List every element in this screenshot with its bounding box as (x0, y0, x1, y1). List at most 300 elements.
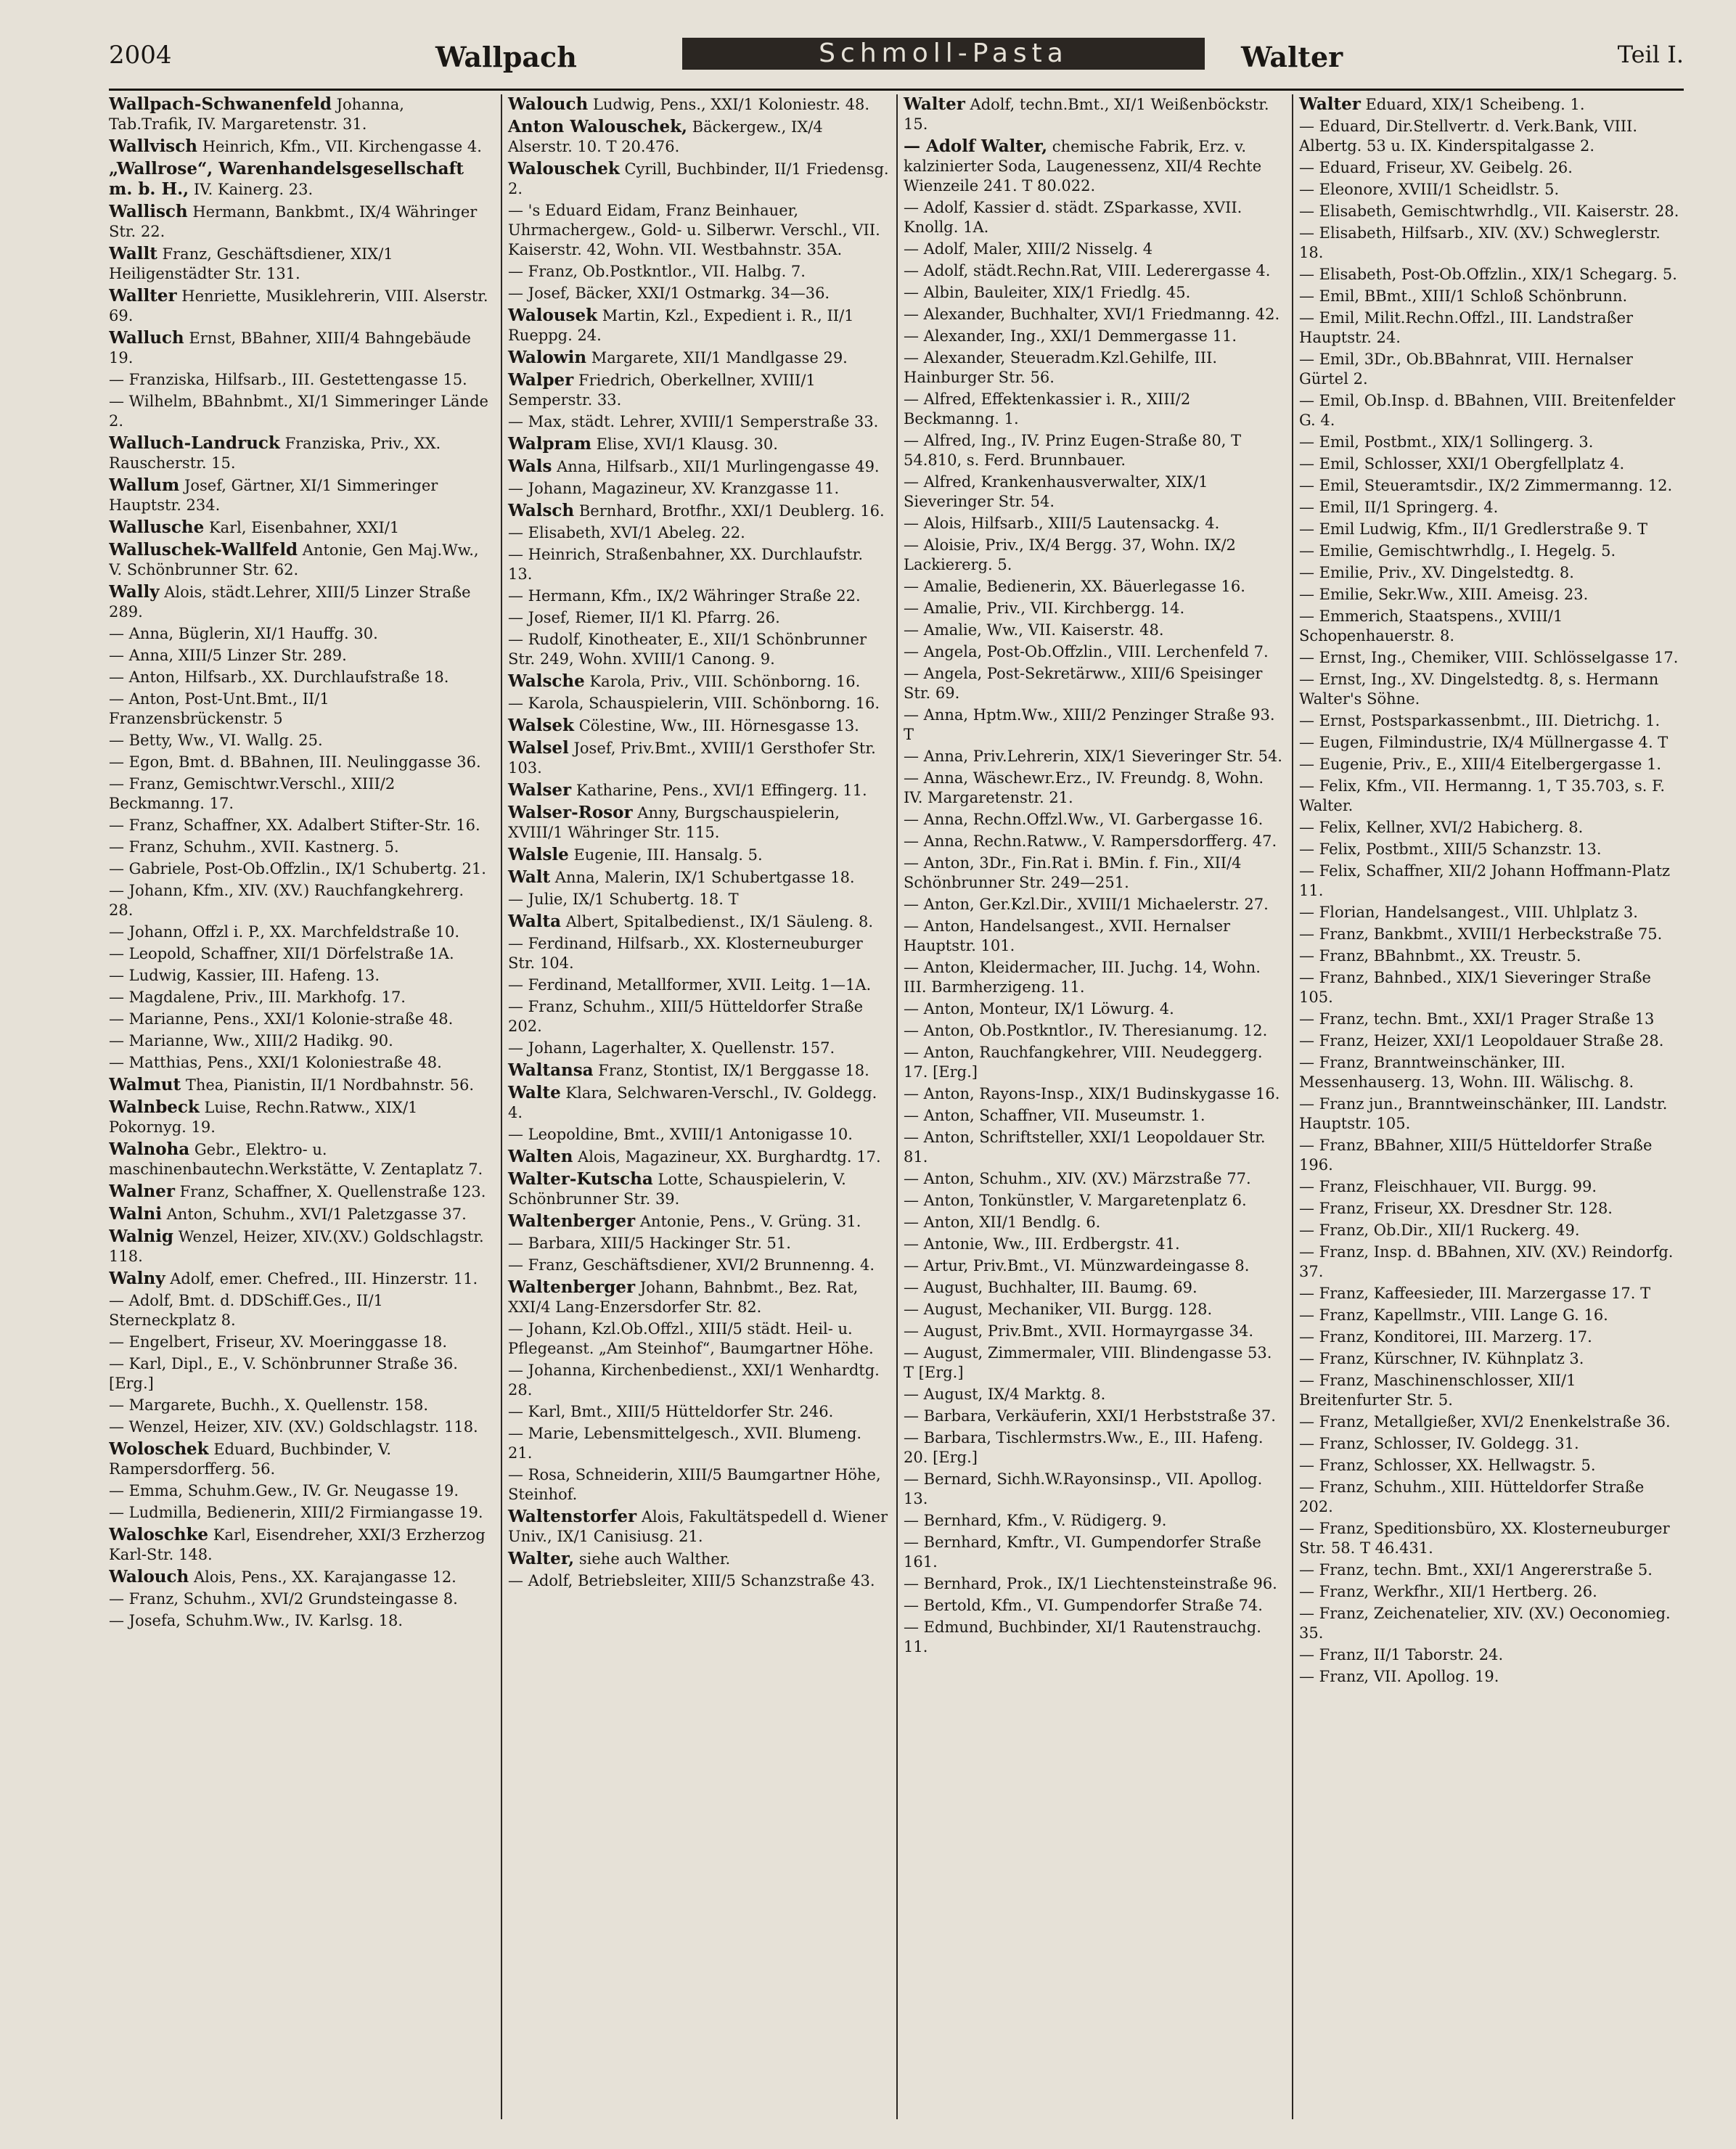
entry-details: — Emil, Milit.Rechn.Offzl., III. Landstraßer Hauptstr. 24. (1299, 309, 1634, 346)
directory-entry (1299, 1031, 1681, 1051)
entry-details: — Angela, Post-Sekretärww., XIII/6 Speisinger Str. 69. (904, 665, 1263, 702)
entry-details: — Matthias, Pens., XXI/1 Koloniestraße 48. (109, 1054, 442, 1071)
entry-details: Elise, XVI/1 Klausg. 30. (596, 435, 778, 453)
entry-details: — Amalie, Bedienerin, XX. Bäuerlegasse 16. (904, 578, 1245, 595)
entry-surname: Walluch (109, 328, 184, 348)
directory-entry (904, 1169, 1285, 1189)
entry-details: — Anton, Rauchfangkehrer, VIII. Neudeggerg. 17. [Erg.] (904, 1044, 1263, 1081)
directory-entry (904, 1533, 1285, 1572)
entry-details: — Marie, Lebensmittelgesch., XVII. Blumeng. 21. (508, 1425, 862, 1462)
directory-entry (1299, 1010, 1681, 1029)
entry-details: — Anton, Ger.Kzl.Dir., XVIII/1 Michaelerstr. 27. (904, 896, 1269, 913)
entry-details: — Elisabeth, XVI/1 Abeleg. 22. (508, 524, 745, 541)
directory-entry (109, 328, 491, 368)
directory-entry (109, 392, 491, 431)
directory-entry (508, 479, 890, 499)
directory-entry (904, 1106, 1285, 1126)
entry-surname: Walluch-Landruck (109, 433, 280, 453)
entry-surname: Wallisch (109, 202, 188, 221)
directory-entry (109, 1139, 491, 1179)
directory-entry (1299, 202, 1681, 221)
entry-details: — Anton, Monteur, IX/1 Löwurg. 4. (904, 1000, 1174, 1018)
entry-details: — Adolf, städt.Rechn.Rat, VIII. Lederergasse 4. (904, 262, 1271, 279)
entry-details: — Franziska, Hilfsarb., III. Gestettengasse 15. (109, 371, 467, 388)
directory-entry (508, 890, 890, 909)
directory-entry (1299, 1053, 1681, 1092)
entry-surname: Walter (1299, 94, 1361, 114)
entry-details: — Anna, Hptm.Ww., XIII/2 Penzinger Straße 93. T (904, 706, 1275, 743)
directory-entry (1299, 840, 1681, 859)
entry-details: Franziska, Priv., XX. Rauscherstr. 15. (109, 435, 441, 472)
directory-entry (508, 694, 890, 713)
entry-details: Eduard, Buchbinder, V. Rampersdorfferg. 56. (109, 1441, 392, 1478)
directory-entry (109, 1567, 491, 1587)
directory-entry (109, 922, 491, 942)
directory-entry (508, 348, 890, 368)
entry-surname: Walsek (508, 716, 574, 735)
directory-entry (1299, 1243, 1681, 1282)
directory-entry (109, 966, 491, 986)
directory-entry (508, 523, 890, 543)
entry-details: Wenzel, Heizer, XIV.(XV.) Goldschlagstr. 118. (109, 1228, 484, 1265)
entry-surname: Waltansa (508, 1060, 594, 1080)
directory-entry (508, 201, 890, 260)
header-keyword-left: Wallpach (435, 41, 577, 73)
directory-entry (109, 1097, 491, 1137)
directory-entry (1299, 476, 1681, 496)
directory-entry (904, 1084, 1285, 1104)
directory-entry (1299, 308, 1681, 348)
entry-details: — Wilhelm, BBahnbmt., XI/1 Simmeringer Lände 2. (109, 393, 488, 430)
directory-entry (109, 881, 491, 920)
entry-surname: Walouch (508, 94, 589, 114)
entry-details: — August, Priv.Bmt., XVII. Hormayrgasse 34. (904, 1322, 1254, 1340)
directory-entry (508, 159, 890, 199)
entry-details: — Magdalene, Priv., III. Markhofg. 17. (109, 988, 406, 1006)
entry-surname: Walta (508, 912, 561, 931)
entry-surname: Walsel (508, 738, 569, 758)
directory-entry (904, 577, 1285, 597)
entry-surname: Walowin (508, 348, 587, 367)
entry-details: — Anton, 3Dr., Fin.Rat i. BMin. f. Fin., XII/4 Schönbrunner Str. 249—251. (904, 854, 1242, 891)
entry-details: IV. Kainerg. 23. (193, 181, 314, 198)
directory-entry (1299, 585, 1681, 605)
entry-surname: Walluschek-Wallfeld (109, 540, 298, 560)
directory-entry (904, 1343, 1285, 1383)
entry-details: Albert, Spitalbedienst., IX/1 Säuleng. 8. (565, 913, 873, 930)
entry-details: — August, IX/4 Marktg. 8. (904, 1385, 1106, 1403)
entry-surname: Wallvisch (109, 136, 197, 156)
directory-entry (904, 240, 1285, 259)
entry-details: — Franz, Konditorei, III. Marzerg. 17. (1299, 1328, 1592, 1346)
directory-entry (904, 1618, 1285, 1657)
directory-entry (109, 838, 491, 857)
directory-entry (109, 1227, 491, 1266)
directory-entry (508, 284, 890, 303)
directory-entry (1299, 1371, 1681, 1410)
entry-details: — Margarete, Buchh., X. Quellenstr. 158. (109, 1396, 429, 1414)
directory-entry (1299, 648, 1681, 668)
entry-details: — Anna, XIII/5 Linzer Str. 289. (109, 647, 347, 664)
entry-surname: Wally (109, 582, 160, 602)
directory-entry (1299, 1094, 1681, 1134)
entry-details: — Felix, Kellner, XVI/2 Habicherg. 8. (1299, 819, 1584, 836)
directory-entry (508, 412, 890, 432)
entry-surname: Walouschek (508, 159, 620, 179)
entry-details: — Antonie, Ww., III. Erdbergstr. 41. (904, 1235, 1180, 1253)
directory-entry (904, 1256, 1285, 1276)
directory-entry (904, 1385, 1285, 1404)
directory-entry (1299, 498, 1681, 517)
directory-entry (904, 305, 1285, 324)
directory-entry (508, 1549, 890, 1569)
entry-details: — Alfred, Effektenkassier i. R., XIII/2 Beckmanng. 1. (904, 390, 1191, 427)
directory-entry (904, 1428, 1285, 1468)
entry-details: — Ferdinand, Hilfsarb., XX. Klosterneuburger Str. 104. (508, 935, 863, 972)
entry-details: Eduard, XIX/1 Scheibeng. 1. (1365, 96, 1585, 113)
directory-entry (109, 159, 491, 200)
entry-details: — Anna, Rechn.Offzl.Ww., VI. Garbergasse 16. (904, 811, 1264, 828)
entry-details: — Elisabeth, Post-Ob.Offzlin., XIX/1 Schegarg. 5. (1299, 266, 1677, 283)
entry-details: — Julie, IX/1 Schubertg. 18. T (508, 891, 739, 908)
directory-entry (904, 832, 1285, 851)
entry-surname: Walsche (508, 671, 585, 691)
entry-details: — Anna, Priv.Lehrerin, XIX/1 Sieveringer Str. 54. (904, 748, 1282, 765)
entry-details: — Emil, II/1 Springerg. 4. (1299, 499, 1499, 516)
entry-details: Cölestine, Ww., III. Hörnesgasse 13. (578, 717, 859, 734)
entry-details: — Barbara, XIII/5 Hackinger Str. 51. (508, 1235, 791, 1252)
entry-details: — Franz, Werkfhr., XII/1 Hertberg. 26. (1299, 1583, 1597, 1600)
entry-details: Hermann, Bankbmt., IX/4 Währinger Str. 22. (109, 203, 478, 240)
entry-details: Josef, Gärtner, XI/1 Simmeringer Hauptstr. 234. (109, 477, 438, 514)
directory-entry (508, 457, 890, 477)
entry-details: — Franz, Schlosser, IV. Goldegg. 31. (1299, 1435, 1579, 1452)
entry-details: Martin, Kzl., Expedient i. R., II/1 Rueppg. 24. (508, 307, 854, 344)
directory-entry (904, 1128, 1285, 1167)
directory-entry (904, 854, 1285, 893)
entry-surname: Anton Walouschek, (508, 117, 688, 136)
directory-entry (1299, 670, 1681, 709)
directory-entry (1299, 1645, 1681, 1665)
directory-entry (904, 198, 1285, 237)
directory-entry (1299, 925, 1681, 944)
directory-entry (904, 599, 1285, 618)
entry-details: Ernst, BBahner, XIII/4 Bahngebäude 19. (109, 329, 471, 367)
entry-details: — Ernst, Ing., Chemiker, VIII. Schlösselgasse 17. (1299, 649, 1679, 666)
entry-details: — Franz, Friseur, XX. Dresdner Str. 128. (1299, 1200, 1613, 1217)
entry-details: — Anton, Schuhm., XIV. (XV.) Märzstraße 77. (904, 1170, 1251, 1187)
entry-details: Anton, Schuhm., XVI/1 Paletzgasse 37. (166, 1206, 467, 1223)
directory-entry (904, 283, 1285, 303)
entry-details: Josef, Priv.Bmt., XVIII/1 Gersthofer Str. 103. (508, 740, 876, 777)
directory-entry (1299, 733, 1681, 753)
entry-details: Lotte, Schauspielerin, V. Schönbrunner Str. 39. (508, 1171, 846, 1208)
directory-entry (904, 390, 1285, 429)
entry-details: — Emilie, Sekr.Ww., XIII. Ameisg. 23. (1299, 586, 1589, 603)
entry-surname: Wallusche (109, 517, 205, 537)
column-2 (501, 94, 893, 2119)
entry-details: — Emil, Schlosser, XXI/1 Obergfellplatz 4. (1299, 455, 1625, 472)
entry-details: — Bernhard, Kmftr., VI. Gumpendorfer Straße 161. (904, 1534, 1261, 1571)
entry-details: — Franz, techn. Bmt., XXI/1 Angererstraße 5. (1299, 1561, 1653, 1579)
directory-entry (109, 1611, 491, 1631)
directory-entry (508, 803, 890, 843)
entry-details: — Franz, VII. Apollog. 19. (1299, 1668, 1499, 1685)
entry-details: — Elisabeth, Hilfsarb., XIV. (XV.) Schweglerstr. 18. (1299, 224, 1661, 261)
entry-details: Adolf, techn.Bmt., XI/1 Weißenböckstr. 15. (904, 96, 1269, 133)
entry-details: — Hermann, Kfm., IX/2 Währinger Straße 22. (508, 587, 861, 605)
entry-details: — Ernst, Postsparkassenbmt., III. Dietrichg. 1. (1299, 712, 1661, 729)
entry-surname: Walten (508, 1147, 573, 1166)
directory-entry (508, 501, 890, 521)
directory-entry (508, 1060, 890, 1081)
entry-details: — Rudolf, Kinotheater, E., XII/1 Schönbrunner Str. 249, Wohn. XVIII/1 Canong. 9. (508, 631, 867, 668)
directory-entry (1299, 755, 1681, 774)
entry-surname: Walser (508, 780, 572, 800)
directory-entry (904, 1574, 1285, 1594)
entry-surname: Walnig (109, 1227, 174, 1246)
entry-details: — Franz, Insp. d. BBahnen, XIV. (XV.) Reindorfg. 37. (1299, 1243, 1674, 1280)
entry-details: — Gabriele, Post-Ob.Offzlin., IX/1 Schubertg. 21. (109, 860, 486, 877)
directory-entry (904, 136, 1285, 196)
directory-entry (109, 582, 491, 622)
directory-entry (1299, 711, 1681, 731)
section-label: Teil I. (1617, 41, 1684, 68)
entry-surname: Walmut (109, 1075, 181, 1094)
directory-entry (508, 1402, 890, 1422)
entry-details: — Amalie, Ww., VII. Kaiserstr. 48. (904, 621, 1164, 639)
entry-details: Karola, Priv., VIII. Schönborng. 16. (589, 673, 861, 690)
directory-entry (109, 1182, 491, 1202)
entry-details: — Ernst, Ing., XV. Dingelstedtg. 8, s. Hermann Walter's Söhne. (1299, 671, 1659, 708)
directory-entry (109, 731, 491, 750)
entry-surname: „Wallrose“, Warenhandelsgesellschaft m. b. H., (109, 159, 464, 199)
entry-surname: Walnoha (109, 1139, 190, 1159)
directory-entry (1299, 1582, 1681, 1602)
entry-surname: Walsch (508, 501, 575, 520)
entry-details: — Franz, Maschinenschlosser, XII/1 Breitenfurter Str. 5. (1299, 1372, 1576, 1409)
entry-details: — Anna, Büglerin, XI/1 Hauffg. 30. (109, 625, 378, 642)
entry-details: — Leopoldine, Bmt., XVIII/1 Antonigasse 10. (508, 1126, 853, 1143)
directory-entry (904, 917, 1285, 956)
directory-entry (508, 117, 890, 157)
directory-entry (904, 958, 1285, 997)
entry-details: — Franz, Ob.Postkntlor., VII. Halbg. 7. (508, 263, 806, 280)
entry-details: — Felix, Postbmt., XIII/5 Schanzstr. 13. (1299, 840, 1602, 858)
directory-entry (109, 202, 491, 242)
directory-entry (1299, 818, 1681, 838)
entry-surname: Wallter (109, 286, 177, 306)
directory-entry (508, 586, 890, 606)
entry-details: — Eugen, Filmindustrie, IX/4 Müllnergasse 4. T (1299, 734, 1669, 751)
directory-entry (1299, 946, 1681, 966)
directory-entry (904, 472, 1285, 512)
entry-details: — Heinrich, Straßenbahner, XX. Durchlaufstr. 13. (508, 546, 864, 583)
directory-entry (904, 1235, 1285, 1254)
directory-entry (904, 1300, 1285, 1319)
directory-entry (109, 1333, 491, 1352)
entry-details: — August, Zimmermaler, VIII. Blindengasse 53. T [Erg.] (904, 1344, 1272, 1381)
directory-entry (109, 988, 491, 1007)
entry-surname: Walter (904, 94, 965, 114)
entry-details: Karl, Eisenbahner, XXI/1 (208, 519, 400, 536)
directory-entry (904, 1470, 1285, 1509)
entry-details: — Johanna, Kirchenbedienst., XXI/1 Wenhardtg. 28. (508, 1362, 880, 1399)
entry-details: — Alfred, Krankenhausverwalter, XIX/1 Sieveringer Str. 54. (904, 473, 1208, 510)
directory-entry (904, 1596, 1285, 1616)
entry-details: Thea, Pianistin, II/1 Nordbahnstr. 56. (185, 1076, 474, 1094)
directory-entry (1299, 541, 1681, 561)
entry-surname: Walser-Rosor (508, 803, 633, 822)
entry-details: — Emil, Ob.Insp. d. BBahnen, VIII. Breitenfelder G. 4. (1299, 392, 1676, 429)
directory-entry (1299, 1434, 1681, 1454)
entry-details: — Franz, Speditionsbüro, XX. Klosterneuburger Str. 58. T 46.431. (1299, 1520, 1670, 1557)
directory-entry (109, 1010, 491, 1029)
entry-details: — Adolf, Bmt. d. DDSchiff.Ges., II/1 Sterneckplatz 8. (109, 1292, 383, 1329)
entry-details: Margarete, XII/1 Mandlgasse 29. (591, 349, 848, 367)
directory-entry (508, 845, 890, 865)
entry-details: — Anna, Rechn.Ratww., V. Rampersdorfferg. 47. (904, 832, 1277, 850)
entry-details: — Johann, Magazineur, XV. Kranzgasse 11. (508, 480, 840, 497)
entry-details: chemische Fabrik, Erz. v. kalzinierter Soda, Laugenessenz, XII/4 Rechte Wienzeile 241. T 80.022. (904, 138, 1262, 195)
directory-entry (1299, 1456, 1681, 1475)
entry-surname: Woloschek (109, 1439, 209, 1459)
directory-entry (508, 1211, 890, 1232)
entry-details: — Franz, Bankbmt., XVIII/1 Herbeckstraße 75. (1299, 925, 1663, 943)
directory-entry (508, 1424, 890, 1463)
entry-details: Antonie, Gen Maj.Ww., V. Schönbrunner Str. 62. (109, 541, 479, 578)
directory-entry (109, 1204, 491, 1224)
entry-details: — Eleonore, XVIII/1 Scheidlstr. 5. (1299, 181, 1560, 198)
entry-details: Luise, Rechn.Ratww., XIX/1 Pokornyg. 19. (109, 1099, 418, 1136)
directory-entry (1299, 158, 1681, 178)
entry-details: Henriette, Musiklehrerin, VIII. Alserstr. 69. (109, 287, 488, 324)
entry-details: — Marianne, Ww., XIII/2 Hadikg. 90. (109, 1032, 393, 1049)
directory-entry (1299, 94, 1681, 115)
directory-entry (508, 912, 890, 932)
entry-details: Franz, Stontist, IX/1 Berggasse 18. (598, 1062, 869, 1079)
entry-details: Bäckergew., IX/4 Alserstr. 10. T 20.476. (508, 118, 823, 155)
entry-surname: Walouch (109, 1567, 189, 1587)
entry-details: — Alois, Hilfsarb., XIII/5 Lautensackg. 4. (904, 515, 1220, 532)
directory-entry (904, 327, 1285, 346)
entry-details: — Emil, 3Dr., Ob.BBahnrat, VIII. Hernalser Gürtel 2. (1299, 351, 1633, 388)
directory-entry (1299, 1136, 1681, 1175)
entry-details: — Bernhard, Prok., IX/1 Liechtensteinstraße 96. (904, 1575, 1277, 1592)
directory-entry (904, 1278, 1285, 1298)
directory-entry (508, 997, 890, 1036)
directory-entry (109, 1439, 491, 1479)
directory-entry (508, 934, 890, 973)
directory-entry (508, 975, 890, 995)
entry-details: — Bertold, Kfm., VI. Gumpendorfer Straße 74. (904, 1597, 1263, 1614)
entry-details: — Anton, Hilfsarb., XX. Durchlaufstraße 18. (109, 668, 449, 686)
entry-details: — Alfred, Ing., IV. Prinz Eugen-Straße 80, T 54.810, s. Ferd. Brunnbauer. (904, 432, 1242, 469)
directory-entry (904, 895, 1285, 914)
directory-entry (109, 859, 491, 879)
entry-details: — Elisabeth, Gemischtwrhdlg., VII. Kaiserstr. 28. (1299, 202, 1679, 220)
directory-entry (508, 306, 890, 345)
entry-details: — Felix, Schaffner, XII/2 Johann Hoffmann-Platz 11. (1299, 862, 1671, 899)
entry-details: — Marianne, Pens., XXI/1 Kolonie-straße 48. (109, 1010, 454, 1028)
directory-entry (1299, 350, 1681, 389)
entry-details: — Alexander, Steueradm.Kzl.Gehilfe, III. Hainburger Str. 56. (904, 349, 1218, 386)
directory-entry (109, 1291, 491, 1330)
directory-entry (508, 370, 890, 410)
entry-details: — Emil, BBmt., XIII/1 Schloß Schönbrunn. (1299, 287, 1628, 305)
directory-entry (904, 514, 1285, 533)
entry-details: — Angela, Post-Ob.Offzlin., VIII. Lerchenfeld 7. (904, 643, 1269, 660)
directory-entry (109, 1481, 491, 1501)
entry-details: — Rosa, Schneiderin, XIII/5 Baumgartner Höhe, Steinhof. (508, 1466, 881, 1503)
entry-details: Anna, Malerin, IX/1 Schubertgasse 18. (554, 869, 855, 886)
directory-entry (109, 517, 491, 538)
directory-entry (508, 1083, 890, 1123)
directory-entry (508, 94, 890, 115)
directory-entry (508, 1277, 890, 1317)
entry-details: — Leopold, Schaffner, XII/1 Dörfelstraße 1A. (109, 945, 454, 962)
entry-details: — Emma, Schuhm.Gew., IV. Gr. Neugasse 19. (109, 1482, 459, 1499)
directory-entry (904, 1322, 1285, 1341)
header-rule (109, 89, 1684, 91)
directory-entry (508, 671, 890, 692)
directory-entry (109, 1269, 491, 1289)
directory-entry (508, 716, 890, 736)
entry-details: — Max, städt. Lehrer, XVIII/1 Semperstraße 33. (508, 413, 879, 430)
column-1 (109, 94, 494, 2119)
entry-details: — Eduard, Friseur, XV. Geibelg. 26. (1299, 159, 1573, 176)
entry-details: Johann, Bahnbmt., Bez. Rat, XXI/4 Lang-Enzersdorfer Str. 82. (508, 1279, 859, 1316)
directory-entry (109, 94, 491, 134)
directory-entry (109, 668, 491, 687)
directory-entry (1299, 454, 1681, 474)
entry-details: — Artur, Priv.Bmt., VI. Münzwardeingasse 8. (904, 1257, 1250, 1274)
directory-entry (904, 261, 1285, 281)
directory-entry (1299, 224, 1681, 263)
entry-details: — Bernhard, Kfm., V. Rüdigerg. 9. (904, 1512, 1167, 1529)
directory-entry (1299, 391, 1681, 430)
entry-surname: Wallt (109, 244, 157, 263)
directory-entry (109, 433, 491, 473)
directory-entry (109, 136, 491, 157)
entry-surname: Wals (508, 457, 552, 476)
directory-entry (1299, 1221, 1681, 1240)
entry-details: — Ludmilla, Bedienerin, XIII/2 Firmiangasse 19. (109, 1504, 483, 1521)
entry-details: — Anton, Schriftsteller, XXI/1 Leopoldauer Str. 81. (904, 1129, 1266, 1166)
entry-surname: Walter-Kutscha (508, 1169, 653, 1189)
entry-details: — Franz, Fleischhauer, VII. Burgg. 99. (1299, 1178, 1597, 1195)
directory-entry (109, 753, 491, 772)
directory-entry (109, 244, 491, 284)
directory-entry (508, 1507, 890, 1547)
directory-entry (1299, 903, 1681, 922)
directory-entry (508, 1125, 890, 1145)
entry-details: — Karola, Schauspielerin, VIII. Schönborng. 16. (508, 695, 880, 712)
entry-details: — Franz, BBahnbmt., XX. Treustr. 5. (1299, 947, 1581, 965)
directory-entry (109, 816, 491, 835)
entry-details: siehe auch Walther. (578, 1550, 731, 1568)
directory-entry (904, 1191, 1285, 1211)
entry-details: — Wenzel, Heizer, XIV. (XV.) Goldschlagstr. 118. (109, 1418, 478, 1436)
directory-entry (904, 1213, 1285, 1232)
entry-details: — Franz, Schaffner, XX. Adalbert Stifter-Str. 16. (109, 816, 480, 834)
entry-details: — Emil Ludwig, Kfm., II/1 Gredlerstraße 9. T (1299, 520, 1648, 538)
directory-entry (1299, 1560, 1681, 1580)
directory-entry (109, 774, 491, 814)
directory-entry (1299, 1667, 1681, 1687)
entry-details: — Bernard, Sichh.W.Rayonsinsp., VII. Apollog. 13. (904, 1470, 1263, 1507)
directory-entry (1299, 433, 1681, 452)
